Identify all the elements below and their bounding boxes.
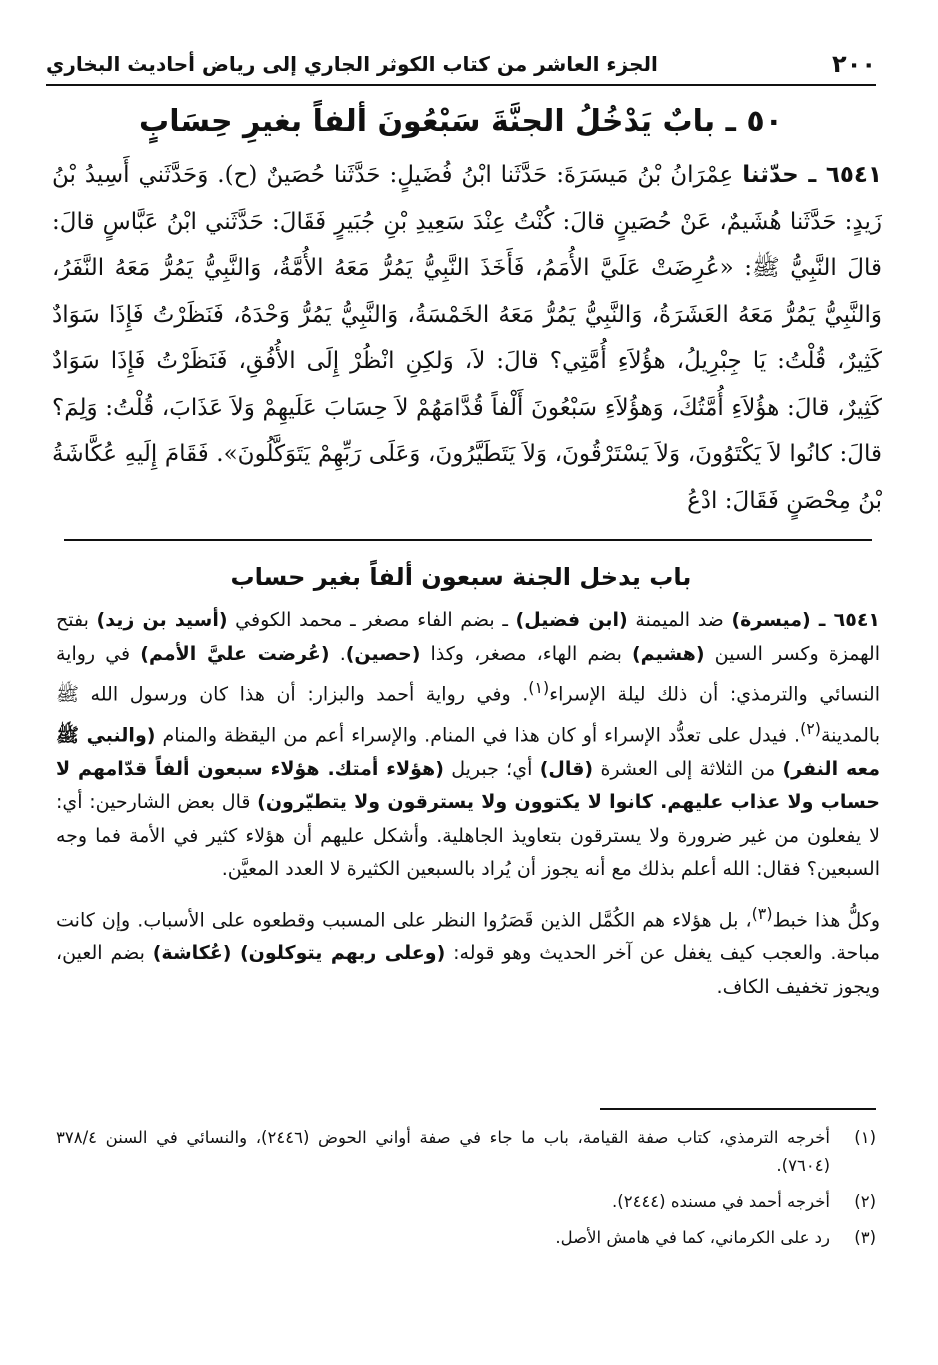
footnote-ref[interactable]: (٣) — [751, 903, 773, 923]
commentary-paragraph: وكلُّ هذا خبط$^{(٣)}$، بل هؤلاء هم الكُمَّل الذين قَصَرُوا النظر على المسبب وقطعوه على الأسباب. وإن كانت مباحة. والعجب كيف يغفل عن آخر الحديث وهو قوله: (وعلى ربهم يتوكلون) (عُكاشة) بضم العين، ويجوز تخفيف الكاف. — [56, 903, 880, 998]
page-header — [46, 44, 876, 86]
footnote-ref[interactable]: (٢) — [800, 718, 821, 738]
commentary-emphasis: (هشيم) — [631, 642, 705, 665]
commentary-emphasis: (ابن فضيل) — [515, 609, 628, 631]
commentary-paragraph: ٦٥٤١ ـ (ميسرة) ضد الميمنة (ابن فضيل) ـ بضم الفاء مصغر ـ محمد الكوفي (أسيد بن زيد) بفتح الهمزة وكسر السين (هشيم) بضم الهاء، مصغر، وكذا (حصين). (عُرضت عليَّ الأمم) في رواية النسائي والترمذي: أن ذلك ليلة الإسراء$^{(١)}$. وفي رواية أحمد والبزار: أن هذا كان ورسول الله ﷺ بالمدينة$^{(٢)}$. فيدل على تعدُّد الإسراء أو كان هذا في المنام. والإسراء أعم من اليقظة والمنام (والنبي ﷺ معه النفر) من الثلاثة إلى العشرة (قال) أي؛ جبريل (هؤلاء أمتك. هؤلاء سبعون ألفاً قدّامهم لا حساب ولا عذاب عليهم. كانوا لا يكتوون ولا يسترقون ولا يتطيّرون) قال بعض الشارحين: أي: لا يفعلون من غير ضرورة ولا يسترقون بتعاويذ الجاهلية. وأشكل عليهم أن هؤلاء كثير في الأمة فما وجه السبعين؟ فقال: الله أعلم بذلك مع أنه يجوز أن يُراد بالسبعين الكثيرة لا العدد المعيَّن. — [56, 609, 881, 881]
hadith-number: ٦٥٤١ ـ حدّثنا — [742, 162, 882, 188]
hadith-text — [52, 152, 882, 524]
footnote — [56, 1188, 876, 1216]
footnote-text: أخرجه الترمذي، كتاب صفة القيامة، باب ما جاء في صفة أواني الحوض (٢٤٤٦)، والنسائي في السنن ٣٧٨/٤ (٧٦٠٤). — [56, 1128, 830, 1175]
commentary-title: باب يدخل الجنة سبعون ألفاً بغير حساب — [230, 563, 692, 591]
commentary-emphasis: (عُرضت عليَّ الأمم) — [140, 642, 330, 665]
footnote-ref[interactable]: (١) — [528, 678, 550, 697]
commentary-emphasis: (أسيد بن زيد) — [96, 609, 228, 631]
footnote-text: رد على الكرماني، كما في هامش الأصل. — [555, 1228, 830, 1247]
section-divider — [64, 539, 872, 541]
footnote-number: (١) — [854, 1128, 876, 1147]
commentary-emphasis: (حصين) — [345, 642, 421, 665]
commentary-emphasis: (والنبي ﷺ معه النفر) — [56, 724, 880, 780]
footnote-divider — [600, 1108, 876, 1110]
commentary — [56, 604, 880, 1014]
commentary-emphasis: (هؤلاء أمتك. هؤلاء سبعون ألفاً قدّامهم لا حساب ولا عذاب عليهم. كانوا لا يكتوون ولا يسترقون ولا يتطيّرون) — [56, 757, 880, 814]
footnote-text: أخرجه أحمد في مسنده (٢٤٤٤). — [612, 1192, 830, 1211]
running-title: الجزء العاشر من كتاب الكوثر الجاري إلى رياض أحاديث البخاري — [46, 52, 658, 76]
footnote — [56, 1124, 876, 1180]
hadith-body: عِمْرَانُ بْنُ مَيسَرَةَ: حَدَّثَنا ابْنُ فُضَيلٍ: حَدَّثَنا حُصَينٌ (ح). وَحَدَّثَني أَسِيدُ بْنُ زَيدٍ: حَدَّثَنا هُشَيمٌ، عَنْ حُصَينٍ قالَ: كُنْتُ عِنْدَ سَعِيدِ بْنِ جُبَيرٍ فَقَالَ: حَدَّثَني ابْنُ عَبَّاسٍ قالَ: قالَ النَّبِيُّ ﷺ: «عُرِضَتْ عَلَيَّ الأُمَمُ، فَأَخَذَ النَّبِيُّ يَمُرُّ مَعَهُ الأُمَّةُ، وَالنَّبِيُّ يَمُرُّ مَعَهُ النَّفَرُ، وَالنَّبِيُّ يَمُرُّ مَعَهُ العَشَرَةُ، وَالنَّبِيُّ يَمُرُّ مَعَهُ الخَمْسَةُ، وَالنَّبِيُّ يَمُرُّ وَحْدَهُ، فَنَظَرْتُ فَإِذَا سَوَادٌ كَثِيرٌ، قُلْتُ: يَا جِبْرِيلُ، هؤُلاَءِ أُمَّتِي؟ قالَ: لاَ، وَلكِنِ انْظُرْ إِلَى الأُفُقِ، فَنَظَرْتُ فَإِذَا سَوَادٌ كَثِيرٌ، قالَ: هؤُلاَءِ أُمَّتُكَ، وَهؤُلاَءِ سَبْعُونَ أَلْفاً قُدَّامَهُمْ لاَ حِسَابَ عَلَيهِمْ وَلاَ عَذَابَ، قُلْتُ: وَلِمَ؟ قالَ: كانُوا لاَ يَكْتَوُونَ، وَلاَ يَسْتَرْقُونَ، وَلاَ يَتَطَيَّرُونَ، وَعَلَى رَبِّهِمْ يَتَوَكَّلُونَ». فَقَامَ إِلَيهِ عُكَّاشَةُ بْنُ مِحْصَنٍ فَقَالَ: ادْعُ — [52, 162, 882, 514]
footnote — [56, 1224, 876, 1252]
footnote-number: (٣) — [854, 1228, 876, 1247]
page-number: ٢٠٠ — [832, 50, 876, 78]
chapter-title: ٥٠ ـ بابٌ يَدْخُلُ الجنَّةَ سَبْعُونَ ألفاً بغيرِ حِسَابٍ — [139, 104, 783, 139]
footnotes — [56, 1124, 876, 1260]
commentary-emphasis: (وعلى ربهم يتوكلون) (عُكاشة) — [152, 942, 446, 965]
commentary-emphasis: ٦٥٤١ ـ (ميسرة) — [731, 609, 881, 631]
footnote-number: (٢) — [854, 1192, 876, 1211]
commentary-emphasis: (قال) — [539, 757, 594, 780]
